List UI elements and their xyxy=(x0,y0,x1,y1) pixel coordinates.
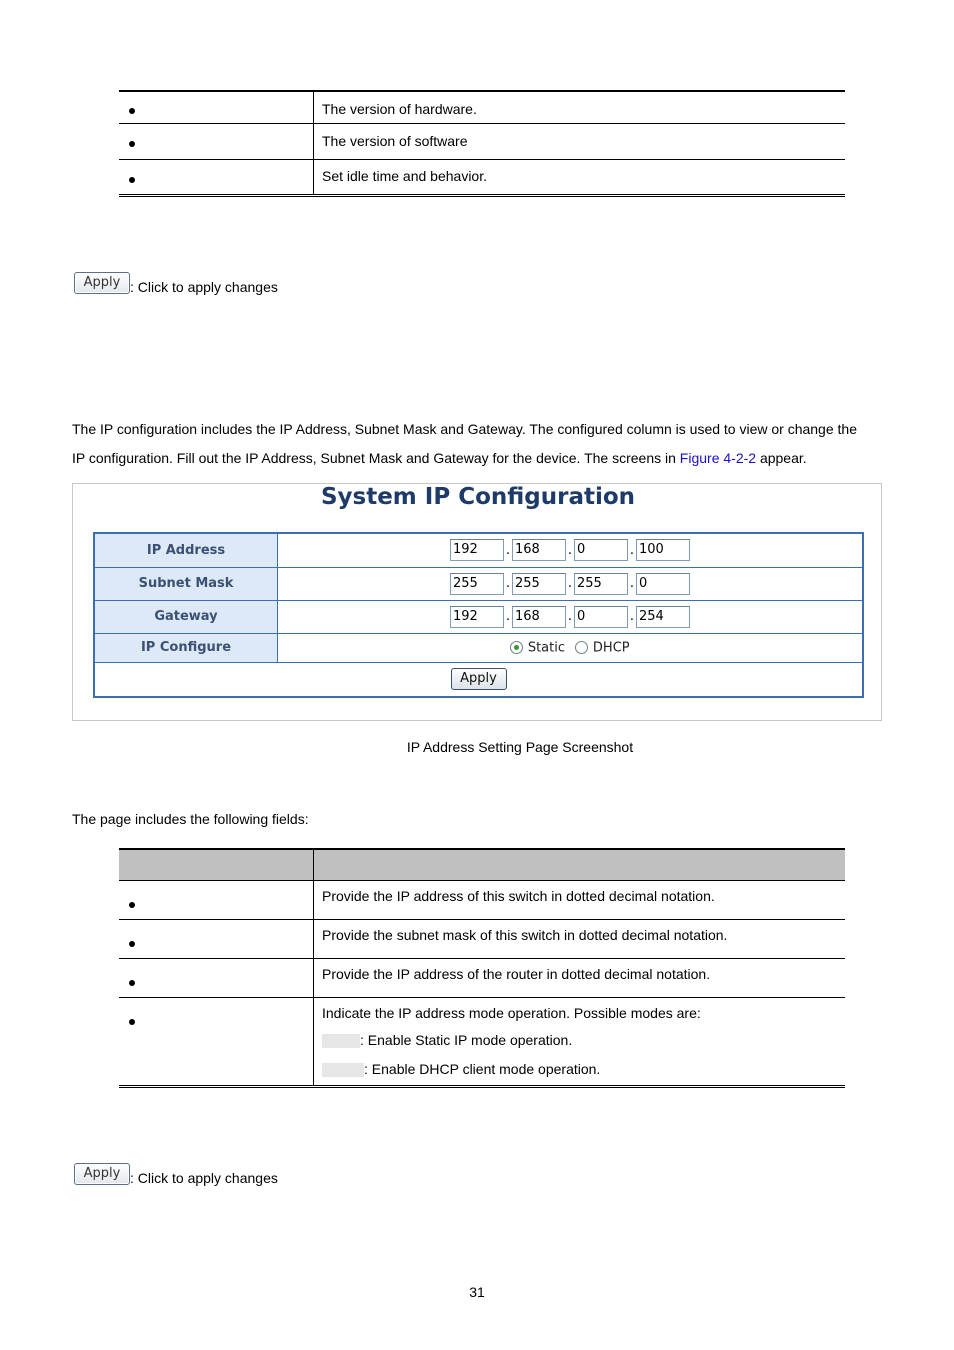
row-description: Set idle time and behavior. xyxy=(322,167,487,184)
intro-line-2: IP configuration. Fill out the IP Address, Subnet Mask and Gateway for the device. The screens in Figure 4-2-2 appear. xyxy=(72,450,807,466)
subnet-mask-label: Subnet Mask xyxy=(94,567,278,600)
subnet-mask-row xyxy=(94,567,863,600)
row-description: Provide the IP address of this switch in dotted decimal notation. xyxy=(322,887,715,904)
intro-line-1: The IP configuration includes the IP Address, Subnet Mask and Gateway. The configured column is used to view or change the xyxy=(72,421,857,437)
subnet-mask-inputs: 255 . 255 . 255 . 0 xyxy=(278,567,864,600)
ip-octet-1[interactable]: 192 xyxy=(450,539,504,561)
table-row xyxy=(119,997,845,1085)
header-description xyxy=(314,850,846,880)
screenshot-frame xyxy=(72,483,882,721)
table-header-row xyxy=(119,850,845,880)
ip-configure-row xyxy=(94,633,863,662)
apply-note xyxy=(74,272,278,294)
bullet-icon xyxy=(129,980,135,986)
apply-button-image: Apply xyxy=(74,272,130,294)
fields-table xyxy=(119,850,845,1085)
ip-address-label: IP Address xyxy=(94,533,278,567)
gateway-inputs: 192 . 168 . 0 . 254 xyxy=(278,600,864,633)
ip-configure-options xyxy=(278,633,864,662)
ip-octet-3[interactable]: 0 xyxy=(574,539,628,561)
fields-table-bottom-border xyxy=(119,1085,845,1088)
gateway-label: Gateway xyxy=(94,600,278,633)
bullet-icon xyxy=(129,177,135,183)
ip-octet-2[interactable]: 168 xyxy=(512,539,566,561)
apply-button-image: Apply xyxy=(74,1163,130,1185)
table-row xyxy=(119,958,845,997)
row-description: The version of hardware. xyxy=(322,101,477,117)
table-row xyxy=(119,159,845,194)
apply-button[interactable]: Apply xyxy=(451,668,507,690)
row-description: Indicate the IP address mode operation. Possible modes are: xyxy=(322,1004,701,1021)
table-row xyxy=(119,123,845,159)
dhcp-radio[interactable] xyxy=(575,641,588,654)
row-description: Provide the subnet mask of this switch in dotted decimal notation. xyxy=(322,926,728,943)
table-row xyxy=(119,880,845,919)
bullet-icon xyxy=(129,941,135,947)
gateway-octet-4[interactable]: 254 xyxy=(636,606,690,628)
mask-octet-4[interactable]: 0 xyxy=(636,573,690,595)
bullet-icon xyxy=(129,902,135,908)
ip-octet-4[interactable]: 100 xyxy=(636,539,690,561)
gateway-octet-2[interactable]: 168 xyxy=(512,606,566,628)
table-row xyxy=(119,919,845,958)
page-number: 31 xyxy=(469,1284,485,1300)
row-description: Provide the IP address of the router in dotted decimal notation. xyxy=(322,965,711,982)
header-object xyxy=(119,850,314,880)
static-mode-line: : Enable Static IP mode operation. xyxy=(322,1026,845,1055)
ip-address-row xyxy=(94,533,863,567)
row-description: The version of software xyxy=(322,132,468,149)
figure-caption: IP Address Setting Page Screenshot xyxy=(406,739,634,755)
apply-row xyxy=(94,662,863,697)
mask-octet-2[interactable]: 255 xyxy=(512,573,566,595)
bullet-icon xyxy=(129,141,135,147)
ip-config-table xyxy=(93,532,864,698)
fields-intro: The page includes the following fields: xyxy=(72,811,309,827)
version-table xyxy=(119,92,845,194)
mask-octet-1[interactable]: 255 xyxy=(450,573,504,595)
table-row xyxy=(119,92,845,123)
page-title: System IP Configuration xyxy=(320,484,636,510)
static-radio[interactable] xyxy=(510,641,523,654)
gateway-row xyxy=(94,600,863,633)
mask-octet-3[interactable]: 255 xyxy=(574,573,628,595)
apply-note-text: : Click to apply changes xyxy=(130,279,278,295)
dhcp-mode-line: : Enable DHCP client mode operation. xyxy=(322,1055,845,1084)
ip-address-inputs: 192 . 168 . 0 . 100 xyxy=(278,533,864,567)
top-table-bottom-border xyxy=(119,194,845,197)
ip-configure-label: IP Configure xyxy=(94,633,278,662)
dhcp-radio-label: DHCP xyxy=(592,640,630,655)
static-mode-swatch xyxy=(322,1034,360,1048)
bullet-icon xyxy=(129,1019,135,1025)
apply-note xyxy=(74,1163,278,1185)
apply-note-text: : Click to apply changes xyxy=(130,1170,278,1186)
figure-link[interactable]: Figure 4-2-2 xyxy=(679,450,757,466)
static-radio-label: Static xyxy=(527,640,565,655)
dhcp-mode-swatch xyxy=(322,1063,364,1077)
bullet-icon xyxy=(129,108,135,114)
gateway-octet-1[interactable]: 192 xyxy=(450,606,504,628)
gateway-octet-3[interactable]: 0 xyxy=(574,606,628,628)
